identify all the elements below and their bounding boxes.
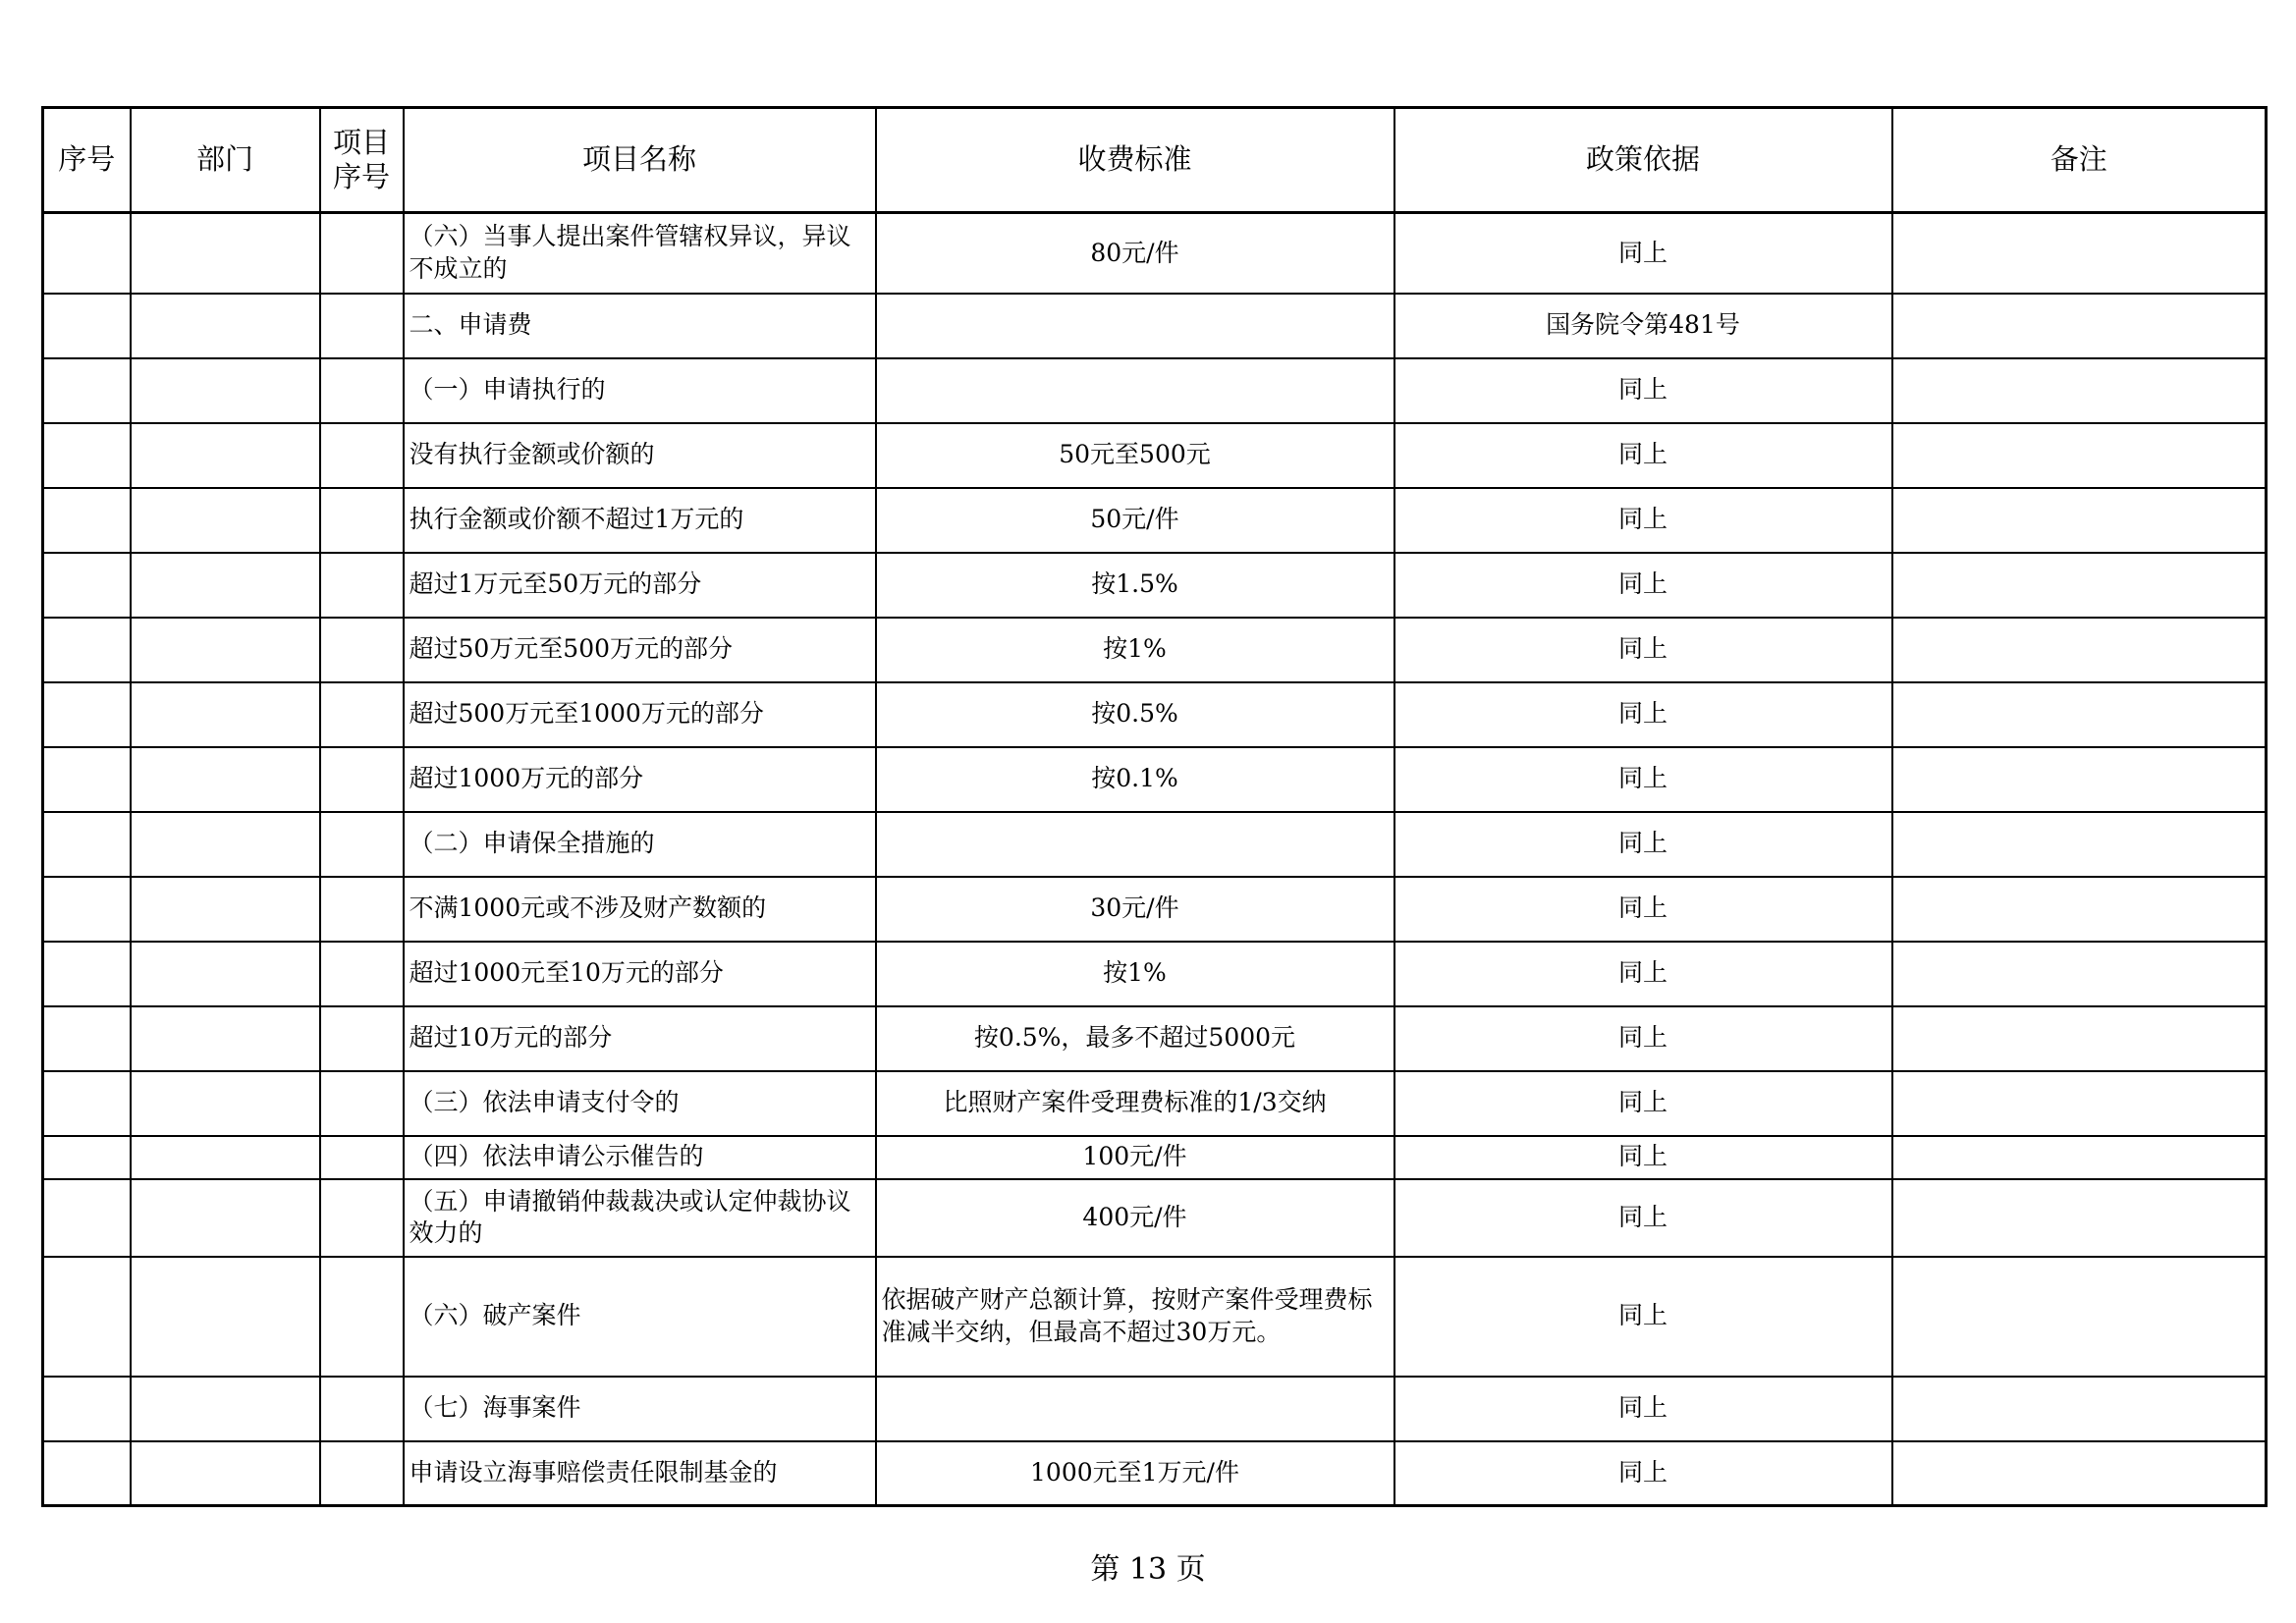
cell-seq (43, 812, 131, 877)
cell-seq (43, 423, 131, 488)
header-item-seq-line2: 序号 (332, 160, 390, 193)
cell-note (1892, 1377, 2267, 1441)
table-row (43, 1071, 2267, 1136)
cell-item-seq (320, 213, 404, 294)
cell-note (1892, 423, 2267, 488)
table-row (43, 1179, 2267, 1257)
cell-item-seq (320, 1136, 404, 1179)
table-row (43, 488, 2267, 553)
cell-note (1892, 1006, 2267, 1071)
cell-basis: 国务院令第481号 (1394, 294, 1892, 358)
cell-note (1892, 553, 2267, 618)
cell-name: 执行金额或价额不超过1万元的 (404, 488, 876, 553)
cell-note (1892, 1136, 2267, 1179)
table-row (43, 1136, 2267, 1179)
cell-basis: 同上 (1394, 1257, 1892, 1377)
cell-note (1892, 294, 2267, 358)
cell-dept (131, 942, 320, 1006)
cell-standard (876, 1377, 1394, 1441)
cell-item-seq (320, 1377, 404, 1441)
cell-dept (131, 1377, 320, 1441)
cell-seq (43, 942, 131, 1006)
cell-note (1892, 358, 2267, 423)
cell-item-seq (320, 488, 404, 553)
cell-item-seq (320, 1179, 404, 1257)
cell-standard: 按1% (876, 942, 1394, 1006)
cell-name: 没有执行金额或价额的 (404, 423, 876, 488)
header-note: 备注 (1892, 108, 2267, 213)
header-standard: 收费标准 (876, 108, 1394, 213)
table-row (43, 1006, 2267, 1071)
cell-name: （六）破产案件 (404, 1257, 876, 1377)
cell-seq (43, 1179, 131, 1257)
table-row (43, 618, 2267, 682)
cell-item-seq (320, 1071, 404, 1136)
table-row (43, 747, 2267, 812)
cell-basis: 同上 (1394, 812, 1892, 877)
table-row (43, 423, 2267, 488)
cell-basis: 同上 (1394, 618, 1892, 682)
table-row (43, 294, 2267, 358)
cell-dept (131, 488, 320, 553)
cell-dept (131, 1179, 320, 1257)
cell-note (1892, 812, 2267, 877)
header-row (43, 108, 2267, 213)
table-row (43, 682, 2267, 747)
cell-name: 超过1万元至50万元的部分 (404, 553, 876, 618)
cell-standard: 按0.5% (876, 682, 1394, 747)
cell-standard: 依据破产财产总额计算，按财产案件受理费标准减半交纳，但最高不超过30万元。 (876, 1257, 1394, 1377)
cell-note (1892, 942, 2267, 1006)
cell-note (1892, 1441, 2267, 1506)
cell-dept (131, 877, 320, 942)
header-item-seq (320, 108, 404, 213)
cell-name: 超过1000元至10万元的部分 (404, 942, 876, 1006)
cell-name: 超过10万元的部分 (404, 1006, 876, 1071)
cell-name: 二、申请费 (404, 294, 876, 358)
cell-note (1892, 682, 2267, 747)
cell-basis: 同上 (1394, 213, 1892, 294)
cell-item-seq (320, 747, 404, 812)
cell-basis: 同上 (1394, 488, 1892, 553)
cell-dept (131, 618, 320, 682)
cell-basis: 同上 (1394, 1377, 1892, 1441)
cell-seq (43, 553, 131, 618)
cell-item-seq (320, 618, 404, 682)
cell-name: 超过1000万元的部分 (404, 747, 876, 812)
cell-standard: 50元/件 (876, 488, 1394, 553)
cell-basis: 同上 (1394, 747, 1892, 812)
cell-dept (131, 1071, 320, 1136)
header-name: 项目名称 (404, 108, 876, 213)
cell-item-seq (320, 682, 404, 747)
cell-item-seq (320, 942, 404, 1006)
cell-basis: 同上 (1394, 1441, 1892, 1506)
cell-basis: 同上 (1394, 553, 1892, 618)
cell-name: 超过50万元至500万元的部分 (404, 618, 876, 682)
cell-name: 申请设立海事赔偿责任限制基金的 (404, 1441, 876, 1506)
cell-item-seq (320, 877, 404, 942)
cell-standard: 按1.5% (876, 553, 1394, 618)
table-row (43, 812, 2267, 877)
cell-standard: 按0.5%，最多不超过5000元 (876, 1006, 1394, 1071)
cell-basis: 同上 (1394, 942, 1892, 1006)
cell-seq (43, 294, 131, 358)
fee-table (41, 106, 2268, 1507)
cell-note (1892, 213, 2267, 294)
table-row (43, 213, 2267, 294)
cell-item-seq (320, 1257, 404, 1377)
cell-dept (131, 1441, 320, 1506)
cell-note (1892, 877, 2267, 942)
header-basis: 政策依据 (1394, 108, 1892, 213)
cell-seq (43, 1006, 131, 1071)
cell-note (1892, 488, 2267, 553)
cell-standard: 50元至500元 (876, 423, 1394, 488)
cell-dept (131, 1257, 320, 1377)
cell-seq (43, 1136, 131, 1179)
cell-name: （五）申请撤销仲裁裁决或认定仲裁协议效力的 (404, 1179, 876, 1257)
cell-dept (131, 812, 320, 877)
cell-basis: 同上 (1394, 423, 1892, 488)
cell-seq (43, 1377, 131, 1441)
cell-standard: 按0.1% (876, 747, 1394, 812)
cell-item-seq (320, 358, 404, 423)
cell-note (1892, 618, 2267, 682)
cell-seq (43, 618, 131, 682)
cell-standard: 30元/件 (876, 877, 1394, 942)
cell-standard (876, 358, 1394, 423)
cell-name: （二）申请保全措施的 (404, 812, 876, 877)
cell-seq (43, 877, 131, 942)
cell-seq (43, 747, 131, 812)
cell-note (1892, 1071, 2267, 1136)
cell-name: （七）海事案件 (404, 1377, 876, 1441)
cell-name: （四）依法申请公示催告的 (404, 1136, 876, 1179)
table-row (43, 553, 2267, 618)
cell-dept (131, 682, 320, 747)
table-row (43, 942, 2267, 1006)
header-item-seq-line1: 项目 (332, 126, 390, 160)
cell-name: 不满1000元或不涉及财产数额的 (404, 877, 876, 942)
cell-seq (43, 682, 131, 747)
table-row (43, 1377, 2267, 1441)
cell-seq (43, 1441, 131, 1506)
cell-basis: 同上 (1394, 877, 1892, 942)
cell-note (1892, 1179, 2267, 1257)
cell-dept (131, 747, 320, 812)
cell-seq (43, 358, 131, 423)
cell-basis: 同上 (1394, 1136, 1892, 1179)
table-row (43, 1257, 2267, 1377)
cell-seq (43, 213, 131, 294)
cell-standard: 按1% (876, 618, 1394, 682)
cell-dept (131, 213, 320, 294)
table-row (43, 358, 2267, 423)
cell-dept (131, 423, 320, 488)
cell-basis: 同上 (1394, 1006, 1892, 1071)
cell-standard: 比照财产案件受理费标准的1/3交纳 (876, 1071, 1394, 1136)
cell-standard (876, 294, 1394, 358)
cell-standard: 1000元至1万元/件 (876, 1441, 1394, 1506)
cell-item-seq (320, 812, 404, 877)
table-row (43, 877, 2267, 942)
cell-basis: 同上 (1394, 682, 1892, 747)
cell-dept (131, 1136, 320, 1179)
cell-seq (43, 1071, 131, 1136)
cell-basis: 同上 (1394, 1071, 1892, 1136)
cell-item-seq (320, 1441, 404, 1506)
cell-basis: 同上 (1394, 1179, 1892, 1257)
cell-seq (43, 1257, 131, 1377)
table-row (43, 1441, 2267, 1506)
header-dept: 部门 (131, 108, 320, 213)
page-number: 第 13 页 (1090, 1552, 1206, 1587)
cell-dept (131, 553, 320, 618)
cell-standard: 400元/件 (876, 1179, 1394, 1257)
cell-note (1892, 1257, 2267, 1377)
cell-item-seq (320, 423, 404, 488)
cell-name: （六）当事人提出案件管辖权异议，异议不成立的 (404, 213, 876, 294)
cell-standard: 100元/件 (876, 1136, 1394, 1179)
cell-name: （三）依法申请支付令的 (404, 1071, 876, 1136)
cell-name: （一）申请执行的 (404, 358, 876, 423)
cell-basis: 同上 (1394, 358, 1892, 423)
cell-dept (131, 294, 320, 358)
cell-item-seq (320, 1006, 404, 1071)
cell-dept (131, 358, 320, 423)
cell-note (1892, 747, 2267, 812)
cell-item-seq (320, 553, 404, 618)
cell-dept (131, 1006, 320, 1071)
cell-seq (43, 488, 131, 553)
cell-standard: 80元/件 (876, 213, 1394, 294)
cell-standard (876, 812, 1394, 877)
header-seq: 序号 (43, 108, 131, 213)
cell-name: 超过500万元至1000万元的部分 (404, 682, 876, 747)
cell-item-seq (320, 294, 404, 358)
